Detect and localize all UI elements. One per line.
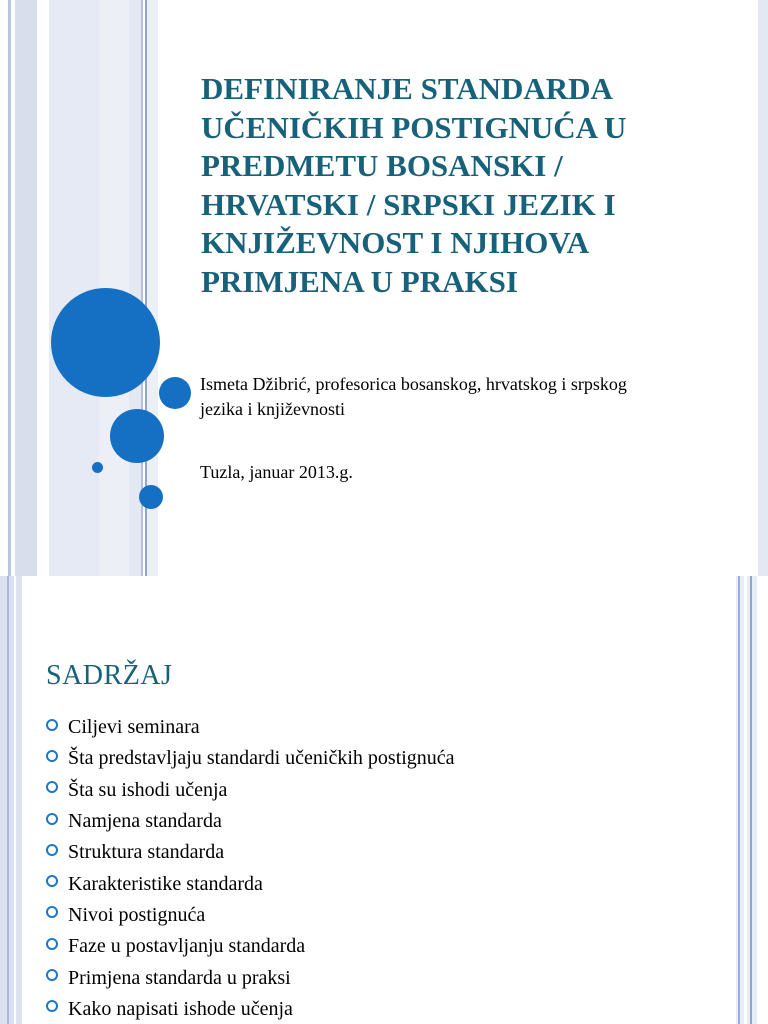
decorative-stripe	[738, 576, 740, 1024]
contents-heading: SADRŽAJ	[46, 660, 173, 691]
contents-slide	[0, 576, 768, 1024]
decorative-stripe	[129, 0, 141, 576]
decorative-stripe	[758, 0, 768, 576]
list-item	[46, 806, 455, 837]
bullet-circle-icon	[46, 906, 58, 918]
decorative-circle-large	[51, 288, 160, 397]
bullet-circle-icon	[46, 750, 58, 762]
list-item	[46, 743, 455, 774]
list-item	[46, 712, 455, 743]
decorative-stripe	[49, 0, 99, 576]
list-item-label: Ciljevi seminara	[68, 716, 200, 739]
place-date: Tuzla, januar 2013.g.	[200, 462, 353, 482]
decorative-stripe	[750, 576, 752, 1024]
slide-title: DEFINIRANJE STANDARDA UČENIČKIH POSTIGNUĆA U PREDMETU BOSANSKI / HRVATSKI / SRPSKI JEZIK I KNJIŽEVNOST I NJIHOVA PRIMJENA U PRAKSI	[201, 71, 627, 299]
decorative-stripe	[15, 0, 37, 576]
decorative-stripe	[7, 576, 9, 1024]
decorative-circle-small	[92, 462, 103, 473]
list-item-label: Namjena standarda	[68, 810, 222, 833]
decorative-band-left	[0, 576, 22, 1024]
list-item	[46, 962, 455, 993]
list-item-label: Karakteristike standarda	[68, 872, 263, 895]
decorative-circle	[110, 409, 164, 463]
author-line: Ismeta Džibrić, profesorica bosanskog, hrvatskog i srpskog jezika i književnosti	[200, 374, 627, 419]
contents-list	[46, 712, 455, 1024]
list-item	[46, 994, 455, 1024]
list-item-label: Šta su ishodi učenja	[68, 778, 228, 801]
bullet-circle-icon	[46, 938, 58, 950]
list-item	[46, 868, 455, 899]
decorative-stripe	[744, 576, 747, 1024]
list-item-label: Faze u postavljanju standarda	[68, 935, 306, 958]
bullet-circle-icon	[46, 844, 58, 856]
decorative-stripe	[757, 576, 768, 1024]
list-item	[46, 931, 455, 962]
list-item	[46, 837, 455, 868]
bullet-circle-icon	[46, 969, 58, 981]
decorative-stripe	[37, 0, 49, 576]
bullet-circle-icon	[46, 875, 58, 887]
list-item	[46, 900, 455, 931]
list-item-label: Struktura standarda	[68, 841, 225, 864]
list-item	[46, 775, 455, 806]
list-item-label: Primjena standarda u praksi	[68, 966, 291, 989]
bullet-circle-icon	[46, 719, 58, 731]
decorative-stripe	[14, 576, 16, 1024]
decorative-circle	[139, 485, 163, 509]
list-item-label: Šta predstavljaju standardi učeničkih postignuća	[68, 747, 455, 770]
list-item-label: Kako napisati ishode učenja	[68, 997, 293, 1020]
decorative-circle	[159, 377, 191, 409]
list-item-label: Nivoi postignuća	[68, 903, 206, 926]
decorative-stripe	[0, 0, 8, 576]
bullet-circle-icon	[46, 813, 58, 825]
bullet-circle-icon	[46, 781, 58, 793]
bullet-circle-icon	[46, 1000, 58, 1012]
